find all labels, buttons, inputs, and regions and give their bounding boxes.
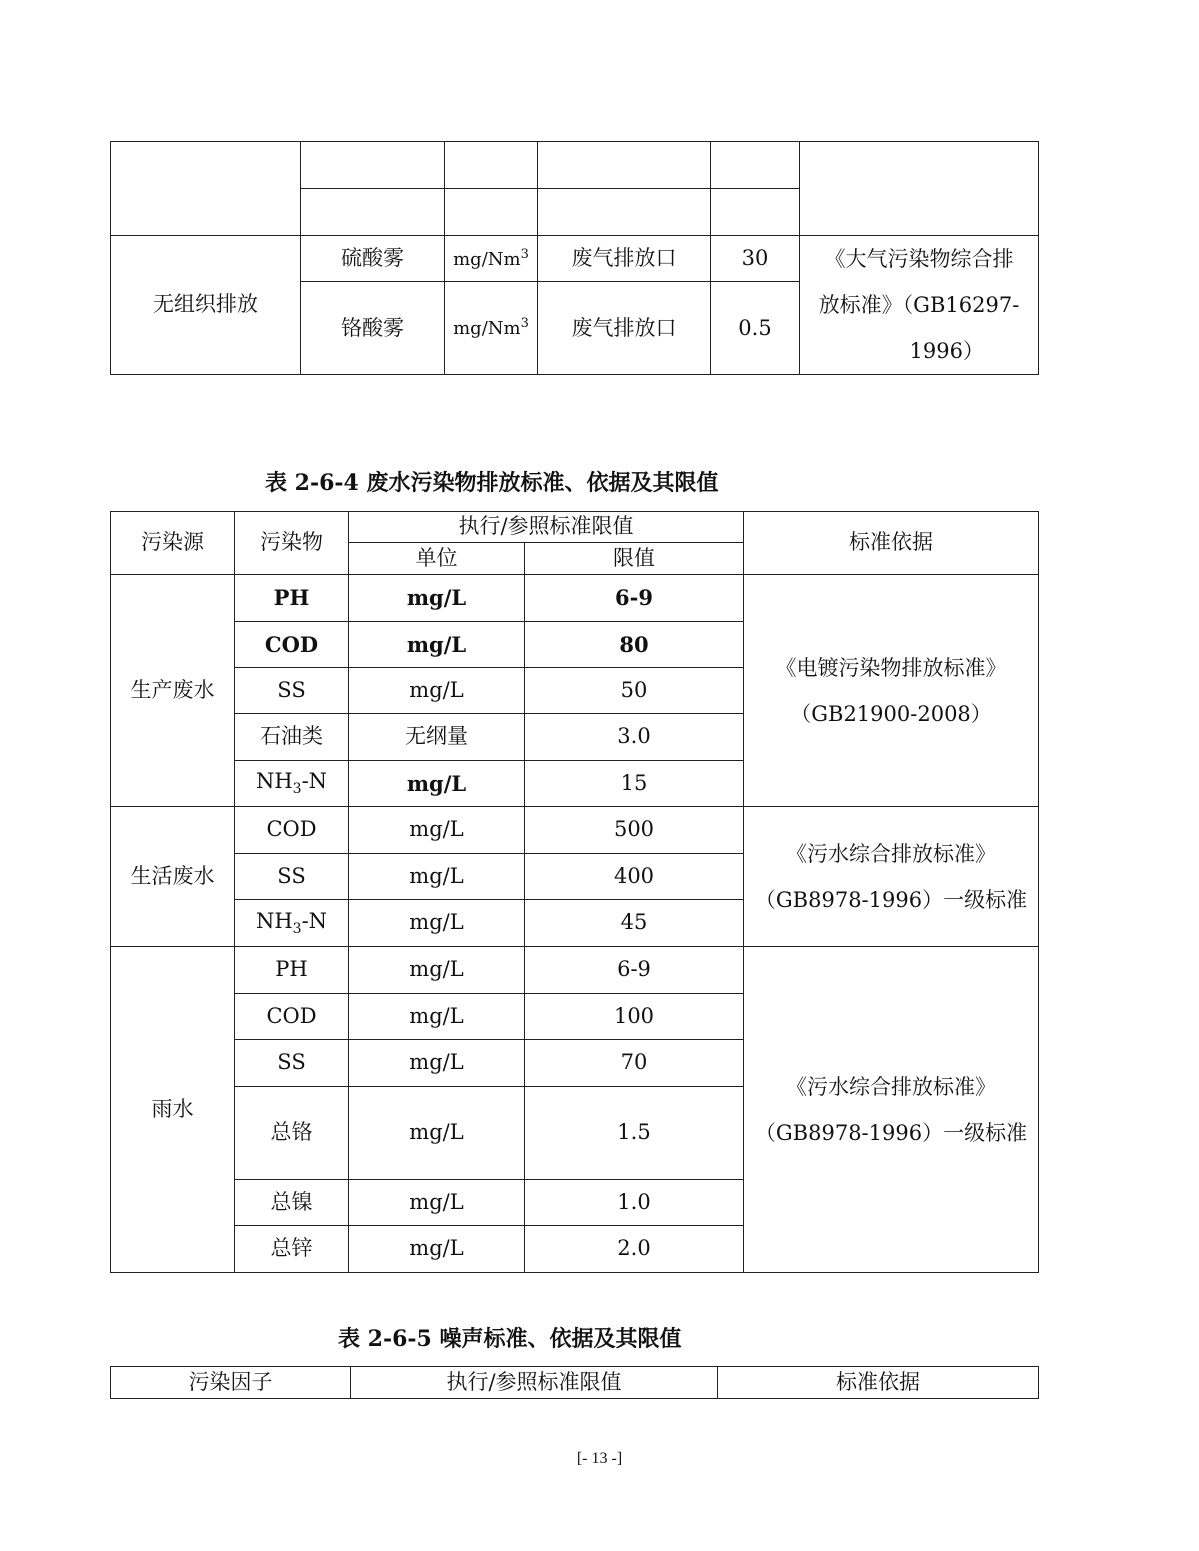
- pollutant-cell: 石油类: [235, 714, 349, 761]
- basis-line: 《大气污染物综合排: [824, 247, 1014, 271]
- empty-cell: [538, 142, 711, 189]
- limit-cell: 30: [711, 236, 800, 282]
- page-number: [- 13 -]: [576, 1450, 623, 1467]
- wastewater-standard-table: [110, 511, 1039, 1273]
- limit-cell: 100: [525, 994, 744, 1040]
- unit-cell: mg/L: [349, 807, 525, 854]
- limit-cell: 70: [525, 1040, 744, 1087]
- pollutant-base: NH: [255, 769, 293, 793]
- pollutant-cell: COD: [235, 807, 349, 854]
- unit-cell: mg/L: [349, 1226, 525, 1273]
- unit-cell: mg/L: [349, 668, 525, 714]
- pollutant-cell: SS: [235, 854, 349, 900]
- unit-cell: 无纲量: [349, 714, 525, 761]
- header-unit: 单位: [349, 543, 525, 575]
- limit-cell: 80: [525, 622, 744, 668]
- empty-cell: [445, 142, 538, 189]
- limit-cell: 15: [525, 761, 744, 807]
- unit-cell: [445, 236, 538, 282]
- pollutant-cell: 总铬: [235, 1087, 349, 1180]
- unit-cell: mg/L: [349, 900, 525, 947]
- pollutant-cell: [235, 900, 349, 947]
- limit-cell: 6-9: [525, 575, 744, 622]
- unit-cell: mg/L: [349, 1087, 525, 1180]
- basis-line: 《电镀污染物排放标准》: [775, 655, 1007, 680]
- basis-cell: [744, 575, 1039, 807]
- limit-cell: 1.0: [525, 1180, 744, 1226]
- limit-cell: 500: [525, 807, 744, 854]
- header-factor: 污染因子: [111, 1367, 351, 1399]
- pollutant-subscript: 3: [292, 781, 302, 798]
- unit-base: mg/Nm: [453, 318, 521, 340]
- table-265-title: 表 2-6-5 噪声标准、依据及其限值: [338, 1326, 682, 1352]
- pollutant-cell: 硫酸雾: [301, 236, 445, 282]
- unit-superscript: 3: [520, 246, 529, 262]
- empty-cell: [711, 189, 800, 236]
- source-cell: 雨水: [111, 947, 235, 1273]
- unit-cell: mg/L: [349, 622, 525, 668]
- basis-line: 《污水综合排放标准》: [786, 1074, 997, 1099]
- basis-line: 《污水综合排放标准》: [786, 841, 997, 866]
- pollutant-cell: SS: [235, 668, 349, 714]
- header-pollutant: 污染物: [235, 512, 349, 575]
- empty-cell: [800, 142, 1039, 236]
- limit-cell: 45: [525, 900, 744, 947]
- unit-cell: mg/L: [349, 994, 525, 1040]
- empty-cell: [301, 189, 445, 236]
- pollutant-subscript: 3: [292, 920, 302, 937]
- empty-cell: [711, 142, 800, 189]
- pollutant-cell: PH: [235, 575, 349, 622]
- basis-cell: [744, 807, 1039, 947]
- unit-cell: mg/L: [349, 1180, 525, 1226]
- header-standard: 执行/参照标准限值: [351, 1367, 718, 1399]
- basis-line: （GB8978-1996）一级标准: [754, 1120, 1028, 1145]
- source-cell: 生活废水: [111, 807, 235, 947]
- pollutant-cell: SS: [235, 1040, 349, 1087]
- limit-cell: 6-9: [525, 947, 744, 994]
- noise-standard-table: [110, 1366, 1039, 1399]
- pollutant-cell: COD: [235, 994, 349, 1040]
- basis-cell: [800, 236, 1039, 375]
- basis-line: 放标准》（GB16297-: [818, 293, 1020, 317]
- pollutant-cell: 铬酸雾: [301, 282, 445, 375]
- unit-cell: mg/L: [349, 947, 525, 994]
- limit-cell: 400: [525, 854, 744, 900]
- header-basis: 标准依据: [744, 512, 1039, 575]
- unit-cell: mg/L: [349, 761, 525, 807]
- pollutant-cell: COD: [235, 622, 349, 668]
- unit-base: mg/Nm: [453, 248, 521, 270]
- basis-line: （GB8978-1996）一级标准: [754, 887, 1028, 912]
- header-standard: 执行/参照标准限值: [349, 512, 744, 543]
- empty-cell: [538, 189, 711, 236]
- header-source: 污染源: [111, 512, 235, 575]
- unit-cell: [445, 282, 538, 375]
- empty-cell: [301, 142, 445, 189]
- source-cell: 无组织排放: [111, 236, 301, 375]
- basis-cell: [744, 947, 1039, 1273]
- pollutant-cell: [235, 761, 349, 807]
- header-limit: 限值: [525, 543, 744, 575]
- basis-line: 1996）: [909, 339, 984, 363]
- pollutant-tail: -N: [301, 908, 328, 933]
- source-cell: 生产废水: [111, 575, 235, 807]
- limit-cell: 3.0: [525, 714, 744, 761]
- unit-superscript: 3: [520, 316, 529, 332]
- pollutant-cell: 总锌: [235, 1226, 349, 1273]
- limit-cell: 1.5: [525, 1087, 744, 1180]
- table-264-title: 表 2-6-4 废水污染物排放标准、依据及其限值: [265, 470, 719, 496]
- pollutant-tail: -N: [301, 769, 328, 793]
- unit-cell: mg/L: [349, 575, 525, 622]
- unit-cell: mg/L: [349, 1040, 525, 1087]
- unit-cell: mg/L: [349, 854, 525, 900]
- pollutant-cell: PH: [235, 947, 349, 994]
- limit-cell: 50: [525, 668, 744, 714]
- limit-cell: 0.5: [711, 282, 800, 375]
- pollutant-cell: 总镍: [235, 1180, 349, 1226]
- empty-cell: [111, 142, 301, 236]
- basis-line: （GB21900-2008）: [790, 701, 992, 726]
- pollutant-base: NH: [255, 908, 293, 933]
- empty-cell: [445, 189, 538, 236]
- location-cell: 废气排放口: [538, 236, 711, 282]
- limit-cell: 2.0: [525, 1226, 744, 1273]
- location-cell: 废气排放口: [538, 282, 711, 375]
- header-basis: 标准依据: [718, 1367, 1039, 1399]
- air-emission-table: [110, 141, 1039, 375]
